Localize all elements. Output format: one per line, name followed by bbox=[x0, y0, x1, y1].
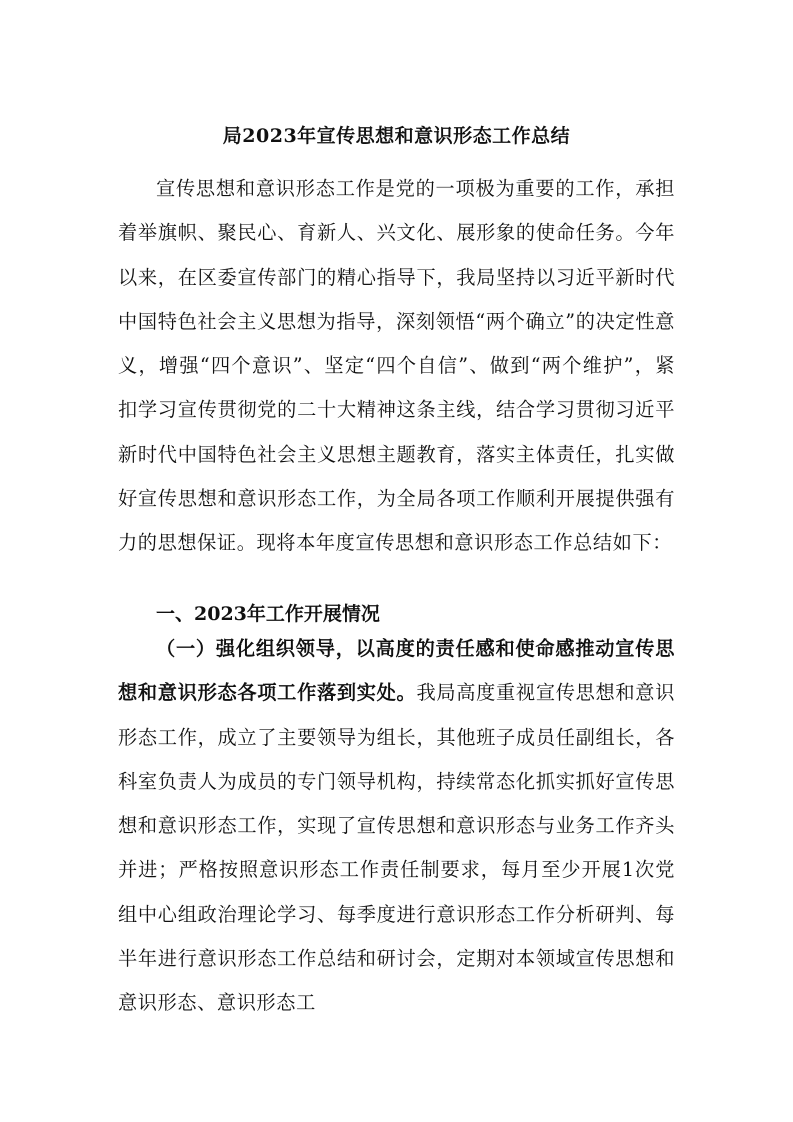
subsection-body: 我局高度重视宣传思想和意识形态工作，成立了主要领导为组长，其他班子成员任副组长，各科室负责人为成员的专门领导机构，持续常态化抓实抓好宣传思想和意识形态工作，实现了宣传思想和意识形态与业务工作齐头并进；严格按照意识形态工作责任制要求，每月至少开展1次党组中心组政治理论学习、每季度进行意识形态工作分析研判、每半年进行意识形态工作总结和研讨会，定期对本领域宣传思想和意识形态、意识形态工 bbox=[118, 681, 675, 1015]
subsection-lead: （一）强化组织领导，以高度的责任感和使命感推动宣传思想和意识形态各项工作落到实处。 bbox=[118, 637, 675, 705]
intro-paragraph: 宣传思想和意识形态工作是党的一项极为重要的工作，承担着举旗帜、聚民心、育新人、兴文化、展形象的使命任务。今年以来，在区委宣传部门的精心指导下，我局坚持以习近平新时代中国特色社会主义思想为指导，深刻领悟“两个确立”的决定性意义，增强“四个意识”、坚定“四个自信”、做到“两个维护”，紧扣学习宣传贯彻党的二十大精神这条主线，结合学习贯彻习近平新时代中国特色社会主义思想主题教育，落实主体责任，扎实做好宣传思想和意识形态工作，为全局各项工作顺利开展提供强有力的思想保证。现将本年度宣传思想和意识形态工作总结如下： bbox=[118, 177, 675, 555]
section-heading: 一、2023年工作开展情况 bbox=[156, 603, 380, 625]
document-title: 局2023年宣传思想和意识形态工作总结 bbox=[222, 125, 571, 147]
subsection-paragraph bbox=[118, 627, 675, 1026]
